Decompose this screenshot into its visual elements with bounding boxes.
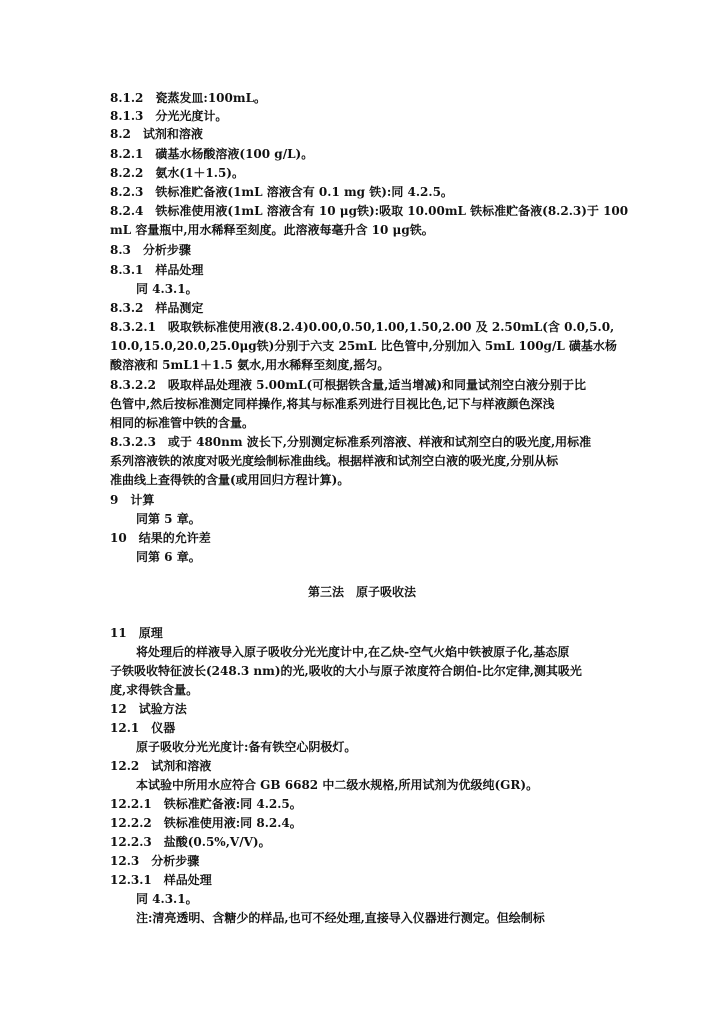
section-heading: 10 结果的允许差 bbox=[110, 531, 211, 545]
text-line: 8.2.3 铁标准贮备液(1mL 溶液含有 0.1 mg 铁):同 4.2.5。 bbox=[110, 185, 453, 199]
note-line: 注:清亮透明、含糖少的样品,也可不经处理,直接导入仪器进行测定。但绘制标 bbox=[136, 911, 545, 925]
text-line: 准曲线上查得铁的含量(或用回归方程计算)。 bbox=[110, 473, 350, 487]
section-heading: 12.3 分析步骤 bbox=[110, 854, 200, 868]
text-line: 同 4.3.1。 bbox=[136, 892, 198, 906]
text-line: 8.2.1 磺基水杨酸溶液(100 g/L)。 bbox=[110, 147, 314, 161]
text-line: 8.1.2 瓷蒸发皿:100mL。 bbox=[110, 91, 267, 105]
text-line: 同第 6 章。 bbox=[136, 550, 201, 564]
text-line: 10.0,15.0,20.0,25.0μg铁)分别于六支 25mL 比色管中,分别加入 5mL 100g/L 磺基水杨 bbox=[110, 339, 617, 353]
text-line: 系列溶液铁的浓度对吸光度绘制标准曲线。根据样液和试剂空白液的吸光度,分别从标 bbox=[110, 454, 559, 468]
text-line: 子铁吸收特征波长(248.3 nm)的光,吸收的大小与原子浓度符合朗伯-比尔定律,测其吸光 bbox=[110, 664, 582, 678]
text-line: 8.3.2.3 或于 480nm 波长下,分别测定标准系列溶液、样液和试剂空白的吸光度,用标准 bbox=[110, 435, 592, 449]
section-heading: 12.1 仪器 bbox=[110, 721, 176, 735]
section-heading: 12 试验方法 bbox=[110, 702, 187, 716]
text-line: 原子吸收分光光度计:备有铁空心阴极灯。 bbox=[136, 740, 357, 754]
section-heading: 12.3.1 样品处理 bbox=[110, 873, 212, 887]
text-line: mL 容量瓶中,用水稀释至刻度。此溶液每毫升含 10 μg铁。 bbox=[110, 223, 434, 237]
text-line: 8.3.2.2 吸取样品处理液 5.00mL(可根据铁含量,适当增减)和同量试剂空白液分别于比 bbox=[110, 378, 587, 392]
text-line: 8.1.3 分光光度计。 bbox=[110, 109, 228, 123]
section-heading: 8.2 试剂和溶液 bbox=[110, 127, 203, 141]
method-title: 第三法 原子吸收法 bbox=[307, 585, 416, 599]
text-line: 色管中,然后按标准测定同样操作,将其与标准系列进行目视比色,记下与样液颜色深浅 bbox=[110, 397, 555, 411]
section-heading: 8.3 分析步骤 bbox=[110, 243, 191, 257]
text-line: 相同的标准管中铁的含量。 bbox=[110, 416, 255, 430]
text-line: 8.2.4 铁标准使用液(1mL 溶液含有 10 μg铁):吸取 10.00mL 铁标准贮备液(8.2.3)于 100 bbox=[110, 204, 629, 218]
text-line: 本试验中所用水应符合 GB 6682 中二级水规格,所用试剂为优级纯(GR)。 bbox=[136, 778, 539, 792]
text-line: 同第 5 章。 bbox=[136, 512, 201, 526]
text-line: 酸溶液和 5mL1＋1.5 氨水,用水稀释至刻度,摇匀。 bbox=[110, 358, 390, 372]
section-heading: 8.3.2 样品测定 bbox=[110, 301, 204, 315]
section-heading: 11 原理 bbox=[110, 626, 163, 640]
text-line: 同 4.3.1。 bbox=[136, 282, 198, 296]
section-heading: 8.3.1 样品处理 bbox=[110, 263, 204, 277]
text-line: 将处理后的样液导入原子吸收分光光度计中,在乙炔-空气火焰中铁被原子化,基态原 bbox=[136, 645, 570, 659]
text-line: 度,求得铁含量。 bbox=[110, 683, 199, 697]
text-line: 8.3.2.1 吸取铁标准使用液(8.2.4)0.00,0.50,1.00,1.50,2.00 及 2.50mL(含 0.0,5.0, bbox=[110, 320, 615, 334]
section-heading: 12.2 试剂和溶液 bbox=[110, 759, 212, 773]
text-line: 12.2.3 盐酸(0.5%,V/V)。 bbox=[110, 835, 271, 849]
text-line: 12.2.2 铁标准使用液:同 8.2.4。 bbox=[110, 816, 302, 830]
text-line: 12.2.1 铁标准贮备液:同 4.2.5。 bbox=[110, 797, 302, 811]
text-line: 8.2.2 氨水(1＋1.5)。 bbox=[110, 166, 244, 180]
section-heading: 9 计算 bbox=[110, 493, 155, 507]
